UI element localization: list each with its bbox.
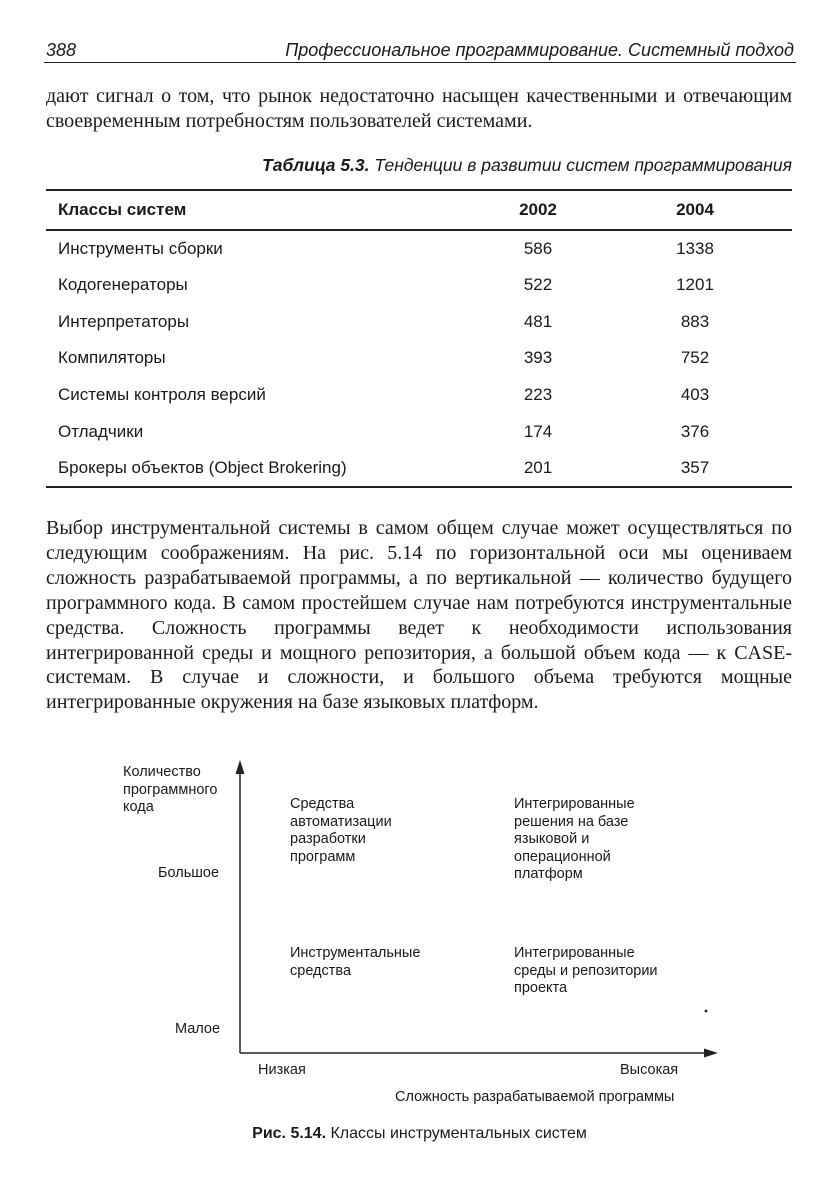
table-caption [46, 155, 792, 176]
x-label-high: Высокая [620, 1062, 679, 1078]
cell-class: Кодогенераторы [58, 275, 188, 295]
x-label-low: Низкая [258, 1062, 306, 1078]
table-row [46, 230, 792, 267]
cell-2004: 403 [680, 385, 710, 405]
header-system-class: Классы систем [46, 190, 478, 230]
table-row [46, 377, 792, 414]
quadrant-bottom-right: Интегрированные среды и репозитории проекта [514, 945, 658, 996]
cell-2002: 223 [523, 385, 553, 405]
cell-class: Системы контроля версий [58, 385, 266, 405]
cell-class: Инструменты сборки [58, 238, 223, 258]
page-number: 388 [46, 40, 77, 60]
figure-caption [0, 1125, 839, 1143]
quadrant-top-right: Интегрированные решения на базе языковой и операционной платформ [514, 796, 635, 882]
table-row [46, 340, 792, 377]
table-caption-text: Тенденции в развитии систем программирования [369, 155, 792, 175]
trends-table [46, 189, 792, 488]
table-row [46, 303, 792, 340]
cell-class: Отладчики [58, 421, 144, 441]
table-row [46, 413, 792, 450]
y-axis-arrowhead [236, 760, 245, 774]
stray-dot [705, 1010, 708, 1013]
quadrant-top-left: Средства автоматизации разработки программ [290, 796, 392, 865]
cell-class: Интерпретаторы [58, 311, 190, 331]
table-row [46, 450, 792, 487]
cell-2004: 376 [680, 421, 710, 441]
cell-2002: 393 [523, 348, 553, 368]
cell-2004: 1201 [676, 275, 714, 295]
cell-class: Компиляторы [58, 348, 166, 368]
cell-2002: 522 [523, 275, 553, 295]
intro-paragraph: дают сигнал о том, что рынок недостаточно насыщен качественными и отвечающим своевременным потребностям пользователей системами. [46, 85, 792, 132]
cell-2002: 174 [523, 421, 553, 441]
header-year-2004: 2004 [598, 190, 792, 230]
table-header-row [46, 190, 792, 230]
cell-2004: 357 [598, 450, 792, 487]
x-axis-arrowhead [704, 1049, 718, 1058]
cell-2002: 481 [523, 311, 553, 331]
running-title: Профессиональное программирование. Системный подход [285, 40, 794, 60]
page-header [44, 34, 796, 63]
y-axis-title: Количество программного кода [123, 764, 218, 815]
figure-caption-label: Рис. 5.14. [252, 1125, 327, 1142]
table-caption-label: Таблица 5.3. [262, 155, 370, 175]
cell-class: Брокеры объектов (Object Brokering) [46, 450, 478, 487]
y-label-low: Малое [175, 1021, 221, 1037]
figure-caption-text: Классы инструментальных систем [326, 1125, 587, 1142]
body-paragraph: Выбор инструментальной системы в самом общем случае может осуществляться по следующим соображениям. На рис. 5.14 по горизонтальной оси мы оцениваем сложность разрабатываемой программы, а по вертикальной — количество будущего программного кода. В самом простейшем случае нам потребуются инструментальные средства. Сложность программы ведет к необходимости использования интегрированной среды и мощного репозитория, а большой объем кода — к CASE-системам. В случае и сложности, и большого объема требуются мощные интегрированные окружения на базе языковых платформ. [46, 517, 792, 714]
x-axis-title: Сложность разрабатываемой программы [395, 1089, 675, 1105]
y-label-high: Большое [158, 865, 220, 881]
cell-2002: 586 [523, 238, 553, 258]
cell-2004: 883 [680, 311, 710, 331]
quadrant-bottom-left: Инструментальные средства [290, 945, 421, 979]
header-year-2002: 2002 [478, 190, 598, 230]
cell-2004: 1338 [676, 238, 714, 258]
cell-2004: 752 [680, 348, 710, 368]
cell-2002: 201 [478, 450, 598, 487]
table-row [46, 267, 792, 304]
